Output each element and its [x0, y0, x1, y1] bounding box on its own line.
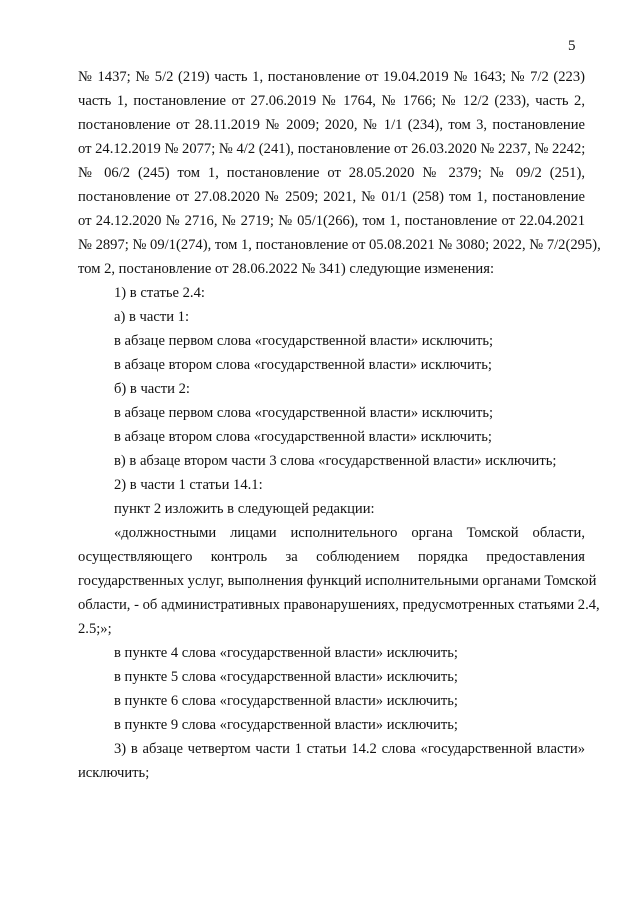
list-item: в пункте 9 слова «государственной власти» исключить;: [114, 717, 458, 733]
list-item: 1) в статье 2.4:: [114, 285, 205, 301]
text-line: № 1437; № 5/2 (219) часть 1, постановление от 19.04.2019 № 1643; № 7/2 (223): [78, 69, 585, 85]
list-item: а) в части 1:: [114, 309, 190, 325]
quoted-paragraph-line: осуществляющего контроль за соблюдением порядка предоставления: [78, 549, 585, 565]
list-item: в абзаце втором слова «государственной власти» исключить;: [114, 357, 492, 373]
text-line: № 2897; № 09/1(274), том 1, постановление от 05.08.2021 № 3080; 2022, № 7/2(295),: [78, 237, 601, 253]
text-line: постановление от 27.08.2020 № 2509; 2021, № 01/1 (258) том 1, постановление: [78, 189, 585, 205]
text-line: от 24.12.2019 № 2077; № 4/2 (241), постановление от 26.03.2020 № 2237, № 2242;: [78, 141, 586, 157]
list-item: 2) в части 1 статьи 14.1:: [114, 477, 263, 493]
text-line: № 06/2 (245) том 1, постановление от 28.05.2020 № 2379; № 09/2 (251),: [78, 165, 585, 181]
page-number: 5: [568, 38, 576, 54]
text-line: от 24.12.2020 № 2716, № 2719; № 05/1(266), том 1, постановление от 22.04.2021: [78, 213, 585, 229]
quoted-paragraph-line: 2.5;»;: [78, 621, 112, 637]
quoted-paragraph-line: государственных услуг, выполнения функций исполнительными органами Томской: [78, 573, 597, 589]
text-line: часть 1, постановление от 27.06.2019 № 1764, № 1766; № 12/2 (233), часть 2,: [78, 93, 585, 109]
quoted-paragraph-line: области, - об административных правонарушениях, предусмотренных статьями 2.4,: [78, 597, 600, 613]
list-item: в пункте 5 слова «государственной власти» исключить;: [114, 669, 458, 685]
list-item: пункт 2 изложить в следующей редакции:: [114, 501, 375, 517]
text-line: том 2, постановление от 28.06.2022 № 341) следующие изменения:: [78, 261, 494, 277]
list-item: в абзаце первом слова «государственной власти» исключить;: [114, 333, 494, 349]
text-line: постановление от 28.11.2019 № 2009; 2020, № 1/1 (234), том 3, постановление: [78, 117, 585, 133]
document-body: [78, 65, 601, 785]
list-item: в пункте 4 слова «государственной власти» исключить;: [114, 645, 458, 661]
list-item: в абзаце втором слова «государственной власти» исключить;: [114, 429, 492, 445]
text-line: 3) в абзаце четвертом части 1 статьи 14.2 слова «государственной власти»: [114, 741, 585, 757]
list-item: в пункте 6 слова «государственной власти» исключить;: [114, 693, 458, 709]
text-line: исключить;: [78, 765, 150, 781]
list-item: в) в абзаце втором части 3 слова «государственной власти» исключить;: [114, 453, 557, 469]
quoted-paragraph-line: «должностными лицами исполнительного органа Томской области,: [114, 525, 585, 541]
list-item: б) в части 2:: [114, 381, 190, 397]
list-item: в абзаце первом слова «государственной власти» исключить;: [114, 405, 494, 421]
